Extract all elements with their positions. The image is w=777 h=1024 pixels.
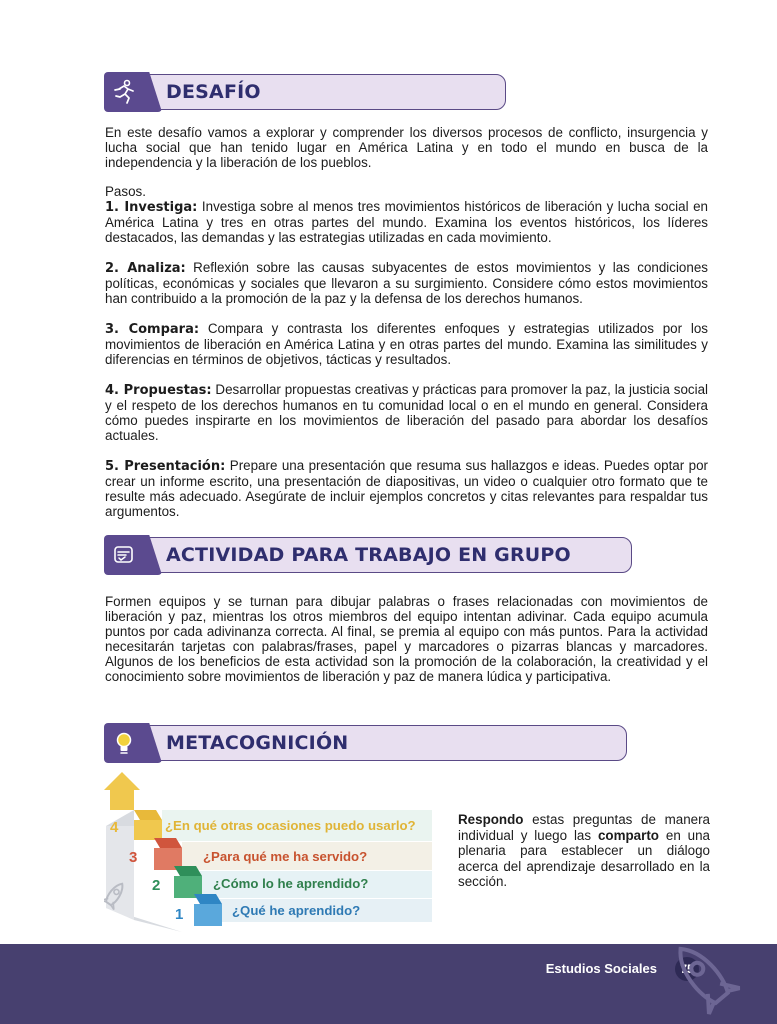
lightbulb-icon: [110, 729, 138, 757]
step-5: [105, 458, 708, 519]
step-text: Reflexión sobre las causas subyacentes de estos movimientos y las condiciones políticas, económicas y sociales que llevaron a su surgimiento. Considere cómo estos movimientos han contribuido a la promoción de la paz y la defensa de los derechos humanos.: [105, 260, 708, 306]
step-label: 3. Compara:: [105, 322, 200, 337]
step-label: 1. Investiga:: [105, 200, 198, 215]
step-label: 5. Presentación:: [105, 459, 226, 474]
page-footer: [0, 944, 777, 1024]
step-face-4: [134, 820, 162, 840]
footer-subject: Estudios Sociales: [545, 961, 657, 976]
step-label: 4. Propuestas:: [105, 383, 212, 398]
stair-number-3: 3: [129, 849, 138, 866]
stair-question-2: ¿Cómo lo he aprendido?: [213, 876, 369, 891]
section-title-desafio: DESAFÍO: [166, 81, 261, 103]
instructions-text-1: estas preguntas de manera individual y luego las: [458, 812, 710, 843]
step-text: Prepare una presentación que resuma sus hallazgos e ideas. Puedes optar por crear un informe escrito, una presentación de diapositivas, un video o cualquier otro formato que te resulte más adecuado. Asegúrate de incluir ejemplos concretos y citas relevantes para respaldar tus argumentos.: [105, 458, 708, 519]
step-3: [105, 321, 708, 367]
actividad-text: Formen equipos y se turnan para dibujar palabras o frases relacionadas con movimientos de liberación y paz, mientras los otros miembros del equipo intentan adivinar. Cada equipo acumula puntos por cada adivinanza correcta. Al final, se premia al equipo con más puntos. Para la actividad necesitarán tarjetas con palabras/frases, papel y marcadores o pizarras blancas y marcadores. Algunos de los beneficios de esta actividad son la promoción de la colaboración, la creatividad y el conocimiento sobre movimientos de liberación y paz de manera lúdica y participativa.: [105, 594, 708, 684]
desafio-content: [105, 125, 708, 519]
arrow-up-icon: [104, 772, 140, 810]
step-text: Desarrollar propuestas creativas y prácticas para promover la paz, la justicia social y el respeto de los derechos humanos en tu comunidad local o en el mundo en general. Considera cómo puedes inspirarte en los movimientos de liberación del pasado para abordar los desafíos actuales.: [105, 382, 708, 443]
stair-number-2: 2: [152, 877, 161, 894]
step-face-1: [194, 904, 222, 926]
runner-icon: [110, 78, 138, 106]
stairs-front: [106, 826, 134, 920]
section-title-actividad: ACTIVIDAD PARA TRABAJO EN GRUPO: [166, 544, 571, 566]
metacognicion-instructions: [458, 812, 710, 890]
rocket-icon: [655, 944, 745, 1024]
page-number: 75: [675, 957, 699, 981]
step-1: [105, 199, 708, 245]
metacognition-stairs: [104, 770, 434, 940]
step-label: 2. Analiza:: [105, 261, 186, 276]
stair-question-1: ¿Qué he aprendido?: [232, 903, 361, 918]
section-title-metacognicion: METACOGNICIÓN: [166, 732, 349, 754]
actividad-content: [105, 594, 708, 684]
desafio-banner: [106, 74, 506, 110]
step-text: Compara y contrasta los diferentes enfoques y estrategias utilizados por los movimientos de liberación en América Latina y en otras partes del mundo. Examina las similitudes y diferencias en términos de objetivos, tácticas y resultados.: [105, 321, 708, 367]
steps-label: Pasos.: [105, 184, 146, 199]
actividad-banner: [106, 537, 632, 573]
stair-question-3: ¿Para qué me ha servido?: [203, 849, 368, 864]
step-2: [105, 260, 708, 306]
step-top-4: [134, 810, 162, 820]
metacognicion-banner: [106, 725, 627, 761]
stair-number-4: 4: [110, 819, 119, 836]
stair-question-4: ¿En qué otras ocasiones puedo usarlo?: [165, 818, 416, 833]
emphasis-respondo: Respondo: [458, 812, 524, 827]
stair-number-1: 1: [175, 906, 184, 923]
worksheet-icon: [110, 541, 138, 569]
desafio-intro: En este desafío vamos a explorar y comprender los diversos procesos de conflicto, insurgencia y lucha social que han tenido lugar en América Latina y en todo el mundo en busca de la independencia y la liberación de los pueblos.: [105, 125, 708, 170]
emphasis-comparto: comparto: [597, 827, 659, 843]
step-4: [105, 382, 708, 443]
step-text: Investiga sobre al menos tres movimientos históricos de liberación y lucha social en América Latina y tres en otras partes del mundo. Examina los eventos históricos, los líderes destacados, las demandas y las estrategias utilizadas en cada movimiento.: [105, 199, 708, 245]
instructions-text-2: en una plenaria para establecer un diálogo acerca del aprendizaje desarrollado en la sección.: [458, 827, 710, 889]
